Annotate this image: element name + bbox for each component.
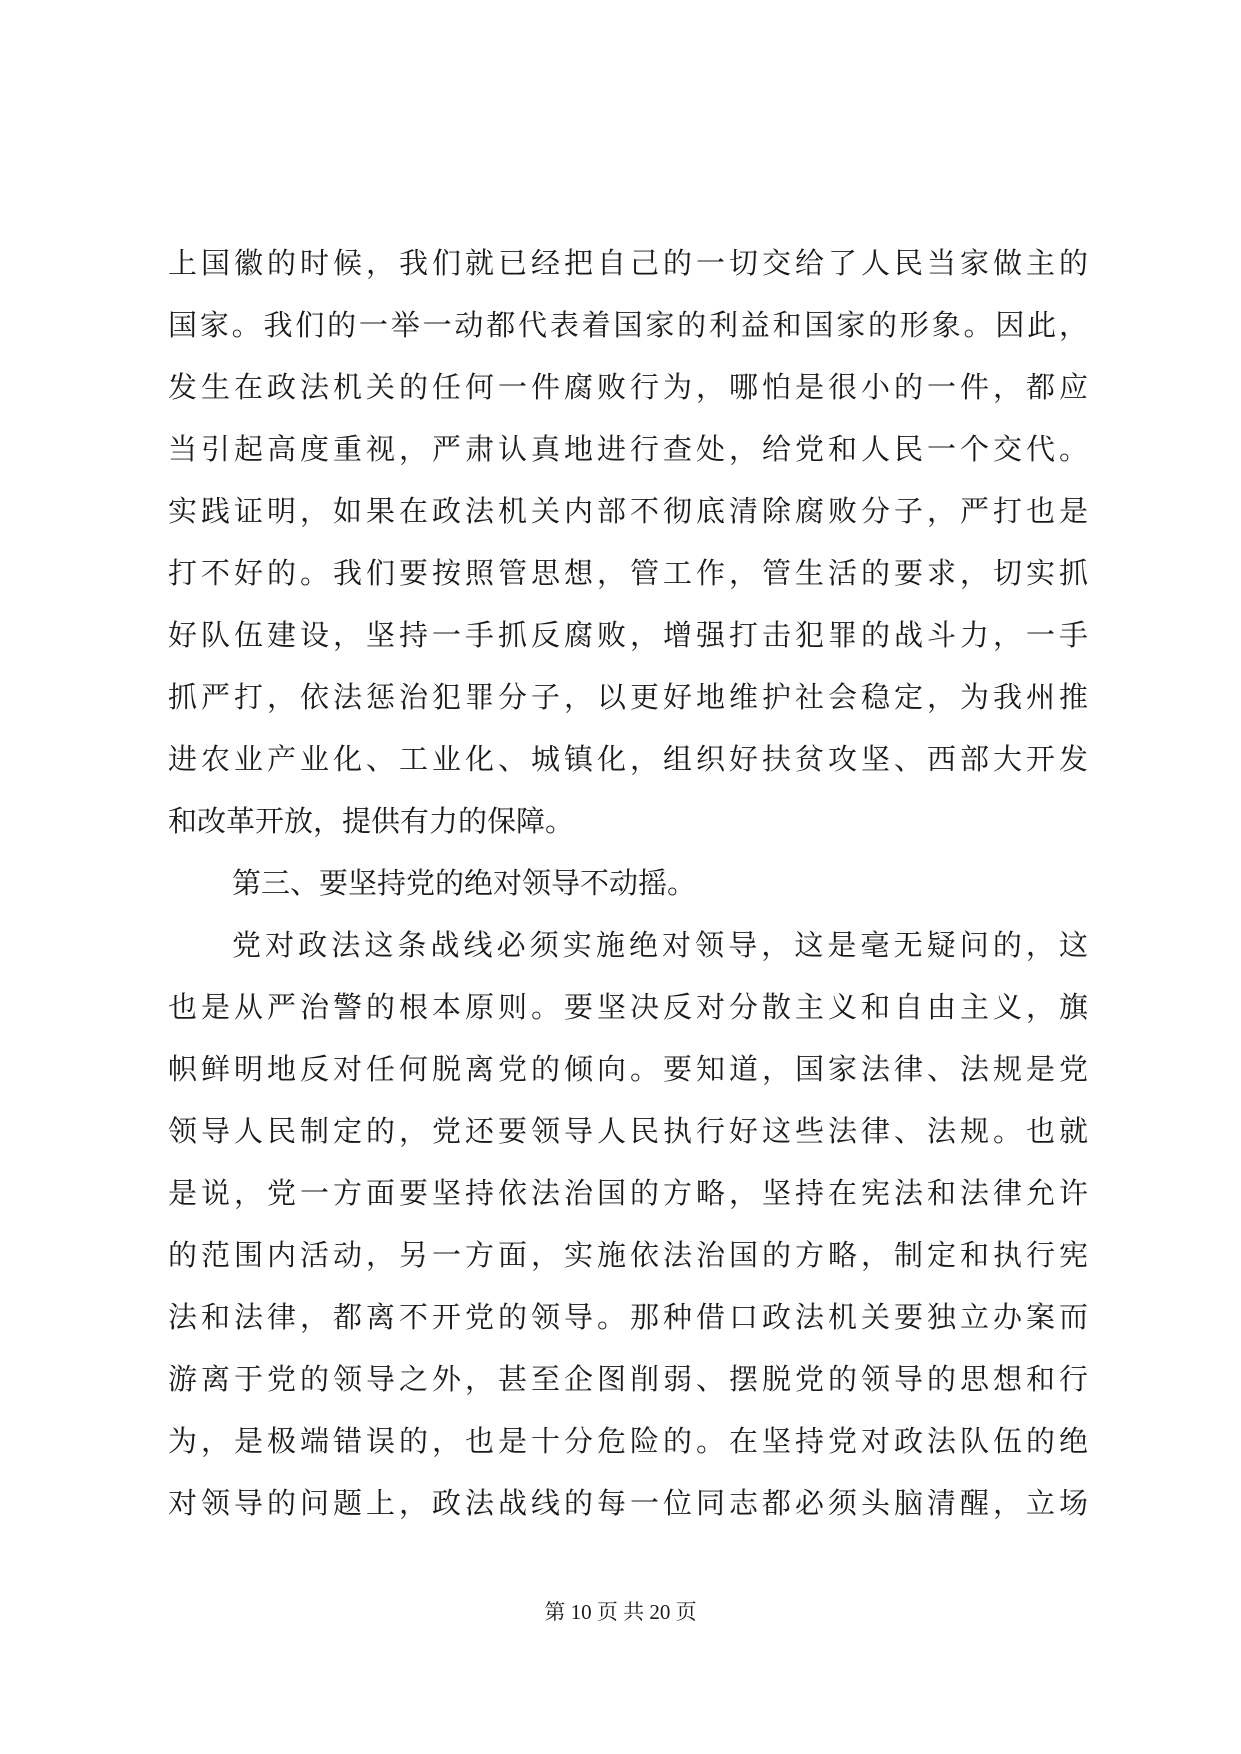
text-line: 的范围内活动，另一方面，实施依法治国的方略，制定和执行宪 xyxy=(168,1238,1088,1272)
text-line: 为，是极端错误的，也是十分危险的。在坚持党对政法队伍的绝 xyxy=(168,1424,1088,1458)
page-number-footer: 第 10 页 共 20 页 xyxy=(544,1600,697,1624)
text-line: 进农业产业化、工业化、城镇化，组织好扶贫攻坚、西部大开发 xyxy=(168,742,1088,776)
text-line: 发生在政法机关的任何一件腐败行为，哪怕是很小的一件，都应 xyxy=(168,370,1088,404)
text-line: 当引起高度重视，严肃认真地进行查处，给党和人民一个交代。 xyxy=(168,432,1088,466)
text-line: 和改革开放，提供有力的保障。 xyxy=(168,804,575,838)
text-line: 党对政法这条战线必须实施绝对领导，这是毫无疑问的，这 xyxy=(232,928,1088,962)
text-line: 打不好的。我们要按照管思想，管工作，管生活的要求，切实抓 xyxy=(168,556,1088,590)
text-line: 国家。我们的一举一动都代表着国家的利益和国家的形象。因此， xyxy=(168,308,1088,342)
text-line: 游离于党的领导之外，甚至企图削弱、摆脱党的领导的思想和行 xyxy=(168,1362,1088,1396)
body-text xyxy=(168,232,1088,1534)
text-line: 上国徽的时候，我们就已经把自己的一切交给了人民当家做主的 xyxy=(168,246,1088,280)
text-line: 法和法律，都离不开党的领导。那种借口政法机关要独立办案而 xyxy=(168,1300,1088,1334)
text-line: 帜鲜明地反对任何脱离党的倾向。要知道，国家法律、法规是党 xyxy=(168,1052,1088,1086)
text-line: 对领导的问题上，政法战线的每一位同志都必须头脑清醒，立场 xyxy=(168,1486,1088,1520)
text-line: 领导人民制定的，党还要领导人民执行好这些法律、法规。也就 xyxy=(168,1114,1088,1148)
text-line: 好队伍建设，坚持一手抓反腐败，增强打击犯罪的战斗力，一手 xyxy=(168,618,1088,652)
section-heading: 第三、要坚持党的绝对领导不动摇。 xyxy=(232,866,697,900)
text-line: 也是从严治警的根本原则。要坚决反对分散主义和自由主义，旗 xyxy=(168,990,1088,1024)
text-line: 实践证明，如果在政法机关内部不彻底清除腐败分子，严打也是 xyxy=(168,494,1088,528)
text-line: 抓严打，依法惩治犯罪分子，以更好地维护社会稳定，为我州推 xyxy=(168,680,1088,714)
text-line: 是说，党一方面要坚持依法治国的方略，坚持在宪法和法律允许 xyxy=(168,1176,1088,1210)
